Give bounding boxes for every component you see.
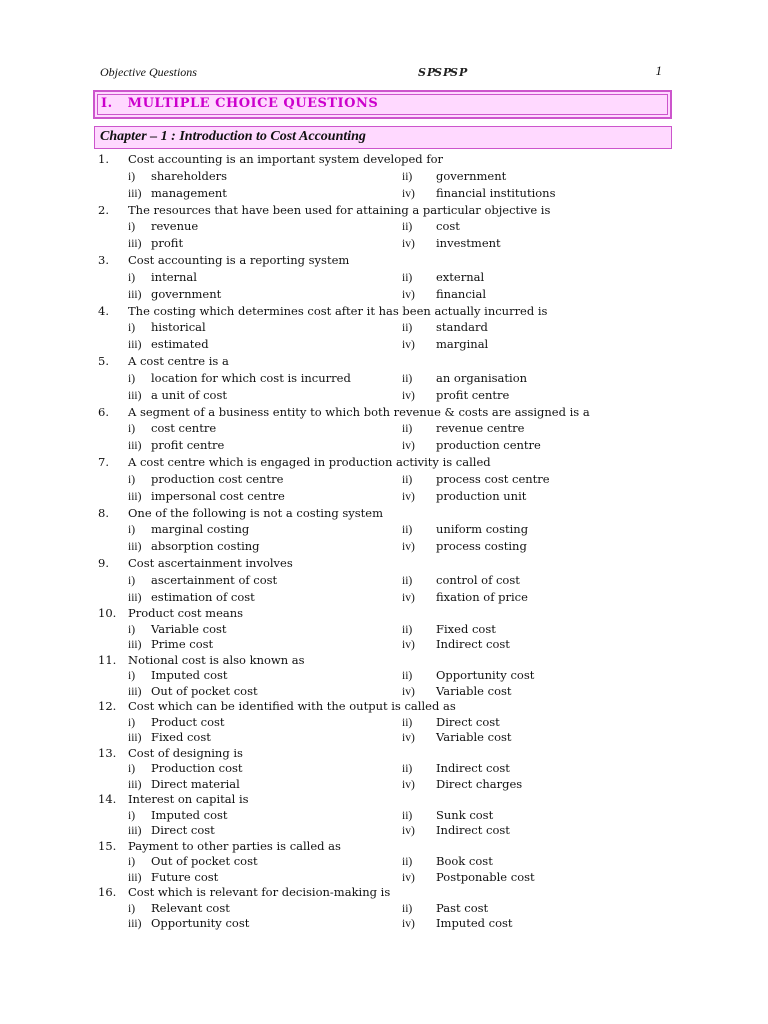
question-stem: The resources that have been used for attaining a particular objective is — [128, 202, 551, 217]
chapter-heading-box — [94, 126, 672, 149]
option-text: location for which cost is incurred — [151, 370, 351, 385]
question-number: 13. — [98, 745, 117, 760]
option-text: production centre — [436, 438, 541, 453]
option-text: Variable cost — [436, 683, 512, 698]
option-text: profit centre — [436, 387, 510, 402]
option-label: iv) — [402, 918, 415, 931]
option-label: iii) — [128, 639, 142, 652]
option-text: Indirect cost — [436, 637, 510, 652]
question-stem: Product cost means — [128, 606, 244, 621]
question-stem: The costing which determines cost after it has been actually incurred is — [128, 303, 548, 318]
option-text: Opportunity cost — [151, 916, 250, 931]
option-text: revenue — [151, 219, 199, 234]
option-text: an organisation — [436, 370, 528, 385]
option-text: a unit of cost — [151, 387, 228, 402]
option-label: ii) — [402, 809, 413, 822]
option-text: Postponable cost — [436, 869, 535, 884]
option-text: financial — [436, 286, 486, 301]
option-text: production cost centre — [151, 471, 284, 486]
question-stem: Cost which is relevant for decision-making is — [128, 885, 391, 900]
option-label: i) — [128, 856, 136, 869]
option-text: Relevant cost — [151, 900, 230, 915]
question-number: 4. — [98, 303, 109, 318]
question-number: 1. — [98, 152, 109, 166]
option-label: ii) — [402, 372, 413, 385]
option-label: ii) — [402, 716, 413, 729]
option-text: Fixed cost — [151, 730, 211, 745]
option-label: iv) — [402, 541, 415, 554]
option-label: iv) — [402, 732, 415, 745]
section-title: I. MULTIPLE CHOICE QUESTIONS — [101, 96, 379, 111]
option-label: i) — [128, 271, 136, 284]
option-label: ii) — [402, 221, 413, 234]
option-label: iv) — [402, 187, 415, 200]
option-text: Book cost — [436, 854, 493, 869]
publisher-logo-icon — [418, 65, 468, 79]
option-label: i) — [128, 524, 136, 537]
option-label: iv) — [402, 389, 415, 402]
option-label: i) — [128, 809, 136, 822]
option-text: Direct charges — [436, 776, 523, 791]
option-text: external — [436, 269, 485, 284]
question-stem: Payment to other parties is called as — [128, 838, 341, 853]
option-text: cost — [436, 219, 460, 234]
option-label: ii) — [402, 856, 413, 869]
option-label: i) — [128, 763, 136, 776]
option-label: i) — [128, 423, 136, 436]
option-text: Sunk cost — [436, 807, 494, 822]
question-number: 15. — [98, 838, 117, 853]
option-text: ascertainment of cost — [151, 572, 278, 587]
option-text: uniform costing — [436, 522, 529, 537]
option-text: Out of pocket cost — [151, 854, 258, 869]
question-stem: One of the following is not a costing system — [128, 505, 383, 520]
option-label: iv) — [402, 639, 415, 652]
option-text: estimation of cost — [151, 589, 255, 604]
option-label: ii) — [402, 271, 413, 284]
option-label: iii) — [128, 389, 142, 402]
question-number: 6. — [98, 404, 109, 419]
option-label: iii) — [128, 339, 142, 352]
option-label: i) — [128, 623, 136, 636]
question-stem: Interest on capital is — [128, 792, 249, 807]
option-text: Variable cost — [436, 730, 512, 745]
option-text: marginal — [436, 337, 489, 352]
option-text: government — [151, 286, 222, 301]
option-label: iii) — [128, 490, 142, 503]
question-stem: Cost of designing is — [128, 745, 243, 760]
question-number: 11. — [98, 652, 117, 667]
option-text: internal — [151, 269, 197, 284]
option-text: cost centre — [151, 421, 217, 436]
option-text: historical — [151, 320, 206, 335]
option-text: Imputed cost — [151, 668, 228, 683]
option-label: iii) — [128, 288, 142, 301]
option-label: iii) — [128, 238, 142, 251]
section-heading-box — [93, 90, 672, 119]
question-number: 10. — [98, 606, 117, 621]
question-stem: A segment of a business entity to which both revenue & costs are assigned is a — [128, 404, 590, 419]
option-text: Product cost — [151, 714, 225, 729]
question-stem: Cost which can be identified with the output is called as — [128, 699, 456, 714]
question-number: 12. — [98, 699, 117, 714]
option-label: ii) — [402, 670, 413, 683]
option-label: iv) — [402, 871, 415, 884]
option-text: Imputed cost — [151, 807, 228, 822]
question-stem: A cost centre which is engaged in production activity is called — [128, 455, 491, 469]
question-stem: Cost ascertainment involves — [128, 556, 293, 570]
option-label: iv) — [402, 778, 415, 791]
option-text: investment — [436, 236, 501, 251]
option-label: i) — [128, 716, 136, 729]
page-number: 1 — [655, 63, 662, 78]
option-label: ii) — [402, 763, 413, 776]
option-text: impersonal cost centre — [151, 488, 285, 503]
option-label: iii) — [128, 541, 142, 554]
svg-text:SP: SP — [434, 66, 453, 79]
option-label: iii) — [128, 187, 142, 200]
option-label: iii) — [128, 871, 142, 884]
option-label: iii) — [128, 685, 142, 698]
option-text: Variable cost — [151, 621, 227, 636]
option-text: Indirect cost — [436, 761, 510, 776]
option-text: Indirect cost — [436, 823, 510, 838]
option-label: iv) — [402, 339, 415, 352]
question-number: 3. — [98, 253, 109, 267]
publisher-logo — [418, 65, 468, 82]
option-label: ii) — [402, 524, 413, 537]
option-label: ii) — [402, 473, 413, 486]
option-text: process cost centre — [436, 471, 550, 486]
option-text: Fixed cost — [436, 621, 496, 636]
option-label: ii) — [402, 170, 413, 183]
option-label: ii) — [402, 423, 413, 436]
option-label: i) — [128, 322, 136, 335]
question-number: 5. — [98, 354, 109, 368]
option-text: profit — [151, 236, 184, 251]
question-stem: Cost accounting is an important system developed for — [128, 152, 443, 166]
question-stem: Cost accounting is a reporting system — [128, 253, 350, 267]
svg-text:SP: SP — [450, 66, 468, 79]
option-label: ii) — [402, 322, 413, 335]
option-text: Prime cost — [151, 637, 214, 652]
option-label: i) — [128, 902, 136, 915]
option-text: Out of pocket cost — [151, 683, 258, 698]
running-header — [96, 63, 666, 81]
option-text: profit centre — [151, 438, 225, 453]
option-label: iii) — [128, 591, 142, 604]
option-label: i) — [128, 372, 136, 385]
svg-text:SP: SP — [418, 66, 437, 79]
option-label: ii) — [402, 574, 413, 587]
option-text: production unit — [436, 488, 527, 503]
option-label: iv) — [402, 685, 415, 698]
option-text: fixation of price — [436, 589, 528, 604]
option-label: iii) — [128, 918, 142, 931]
option-text: Direct material — [151, 776, 240, 791]
option-label: iv) — [402, 490, 415, 503]
chapter-title: Chapter – 1 : Introduction to Cost Accounting — [100, 129, 366, 144]
option-label: i) — [128, 670, 136, 683]
question-number: 8. — [98, 505, 109, 520]
option-label: i) — [128, 221, 136, 234]
option-text: management — [151, 185, 227, 200]
option-label: iv) — [402, 288, 415, 301]
option-text: Direct cost — [436, 714, 500, 729]
question-number: 2. — [98, 202, 109, 217]
option-text: financial institutions — [436, 185, 556, 200]
question-stem: A cost centre is a — [128, 354, 229, 368]
option-label: i) — [128, 574, 136, 587]
question-number: 16. — [98, 885, 117, 900]
option-label: iii) — [128, 440, 142, 453]
option-text: process costing — [436, 539, 527, 554]
option-label: ii) — [402, 623, 413, 636]
option-label: i) — [128, 170, 136, 183]
question-number: 7. — [98, 455, 109, 469]
option-label: iii) — [128, 778, 142, 791]
option-text: shareholders — [151, 168, 228, 183]
question-number: 14. — [98, 792, 117, 807]
option-label: iii) — [128, 825, 142, 838]
option-label: ii) — [402, 902, 413, 915]
option-text: Future cost — [151, 869, 219, 884]
option-text: control of cost — [436, 572, 520, 587]
question-stem: Notional cost is also known as — [128, 652, 305, 667]
option-text: Direct cost — [151, 823, 215, 838]
header-section-name: Objective Questions — [100, 65, 197, 79]
option-label: iii) — [128, 732, 142, 745]
option-label: i) — [128, 473, 136, 486]
option-label: iv) — [402, 440, 415, 453]
option-text: estimated — [151, 337, 209, 352]
option-label: iv) — [402, 238, 415, 251]
option-label: iv) — [402, 825, 415, 838]
option-text: marginal costing — [151, 522, 250, 537]
option-text: government — [436, 168, 507, 183]
option-text: Opportunity cost — [436, 668, 535, 683]
question-number: 9. — [98, 556, 109, 570]
option-text: standard — [436, 320, 488, 335]
option-text: absorption costing — [151, 539, 260, 554]
option-text: revenue centre — [436, 421, 525, 436]
option-text: Production cost — [151, 761, 243, 776]
option-label: iv) — [402, 591, 415, 604]
option-text: Past cost — [436, 900, 489, 915]
option-text: Imputed cost — [436, 916, 513, 931]
